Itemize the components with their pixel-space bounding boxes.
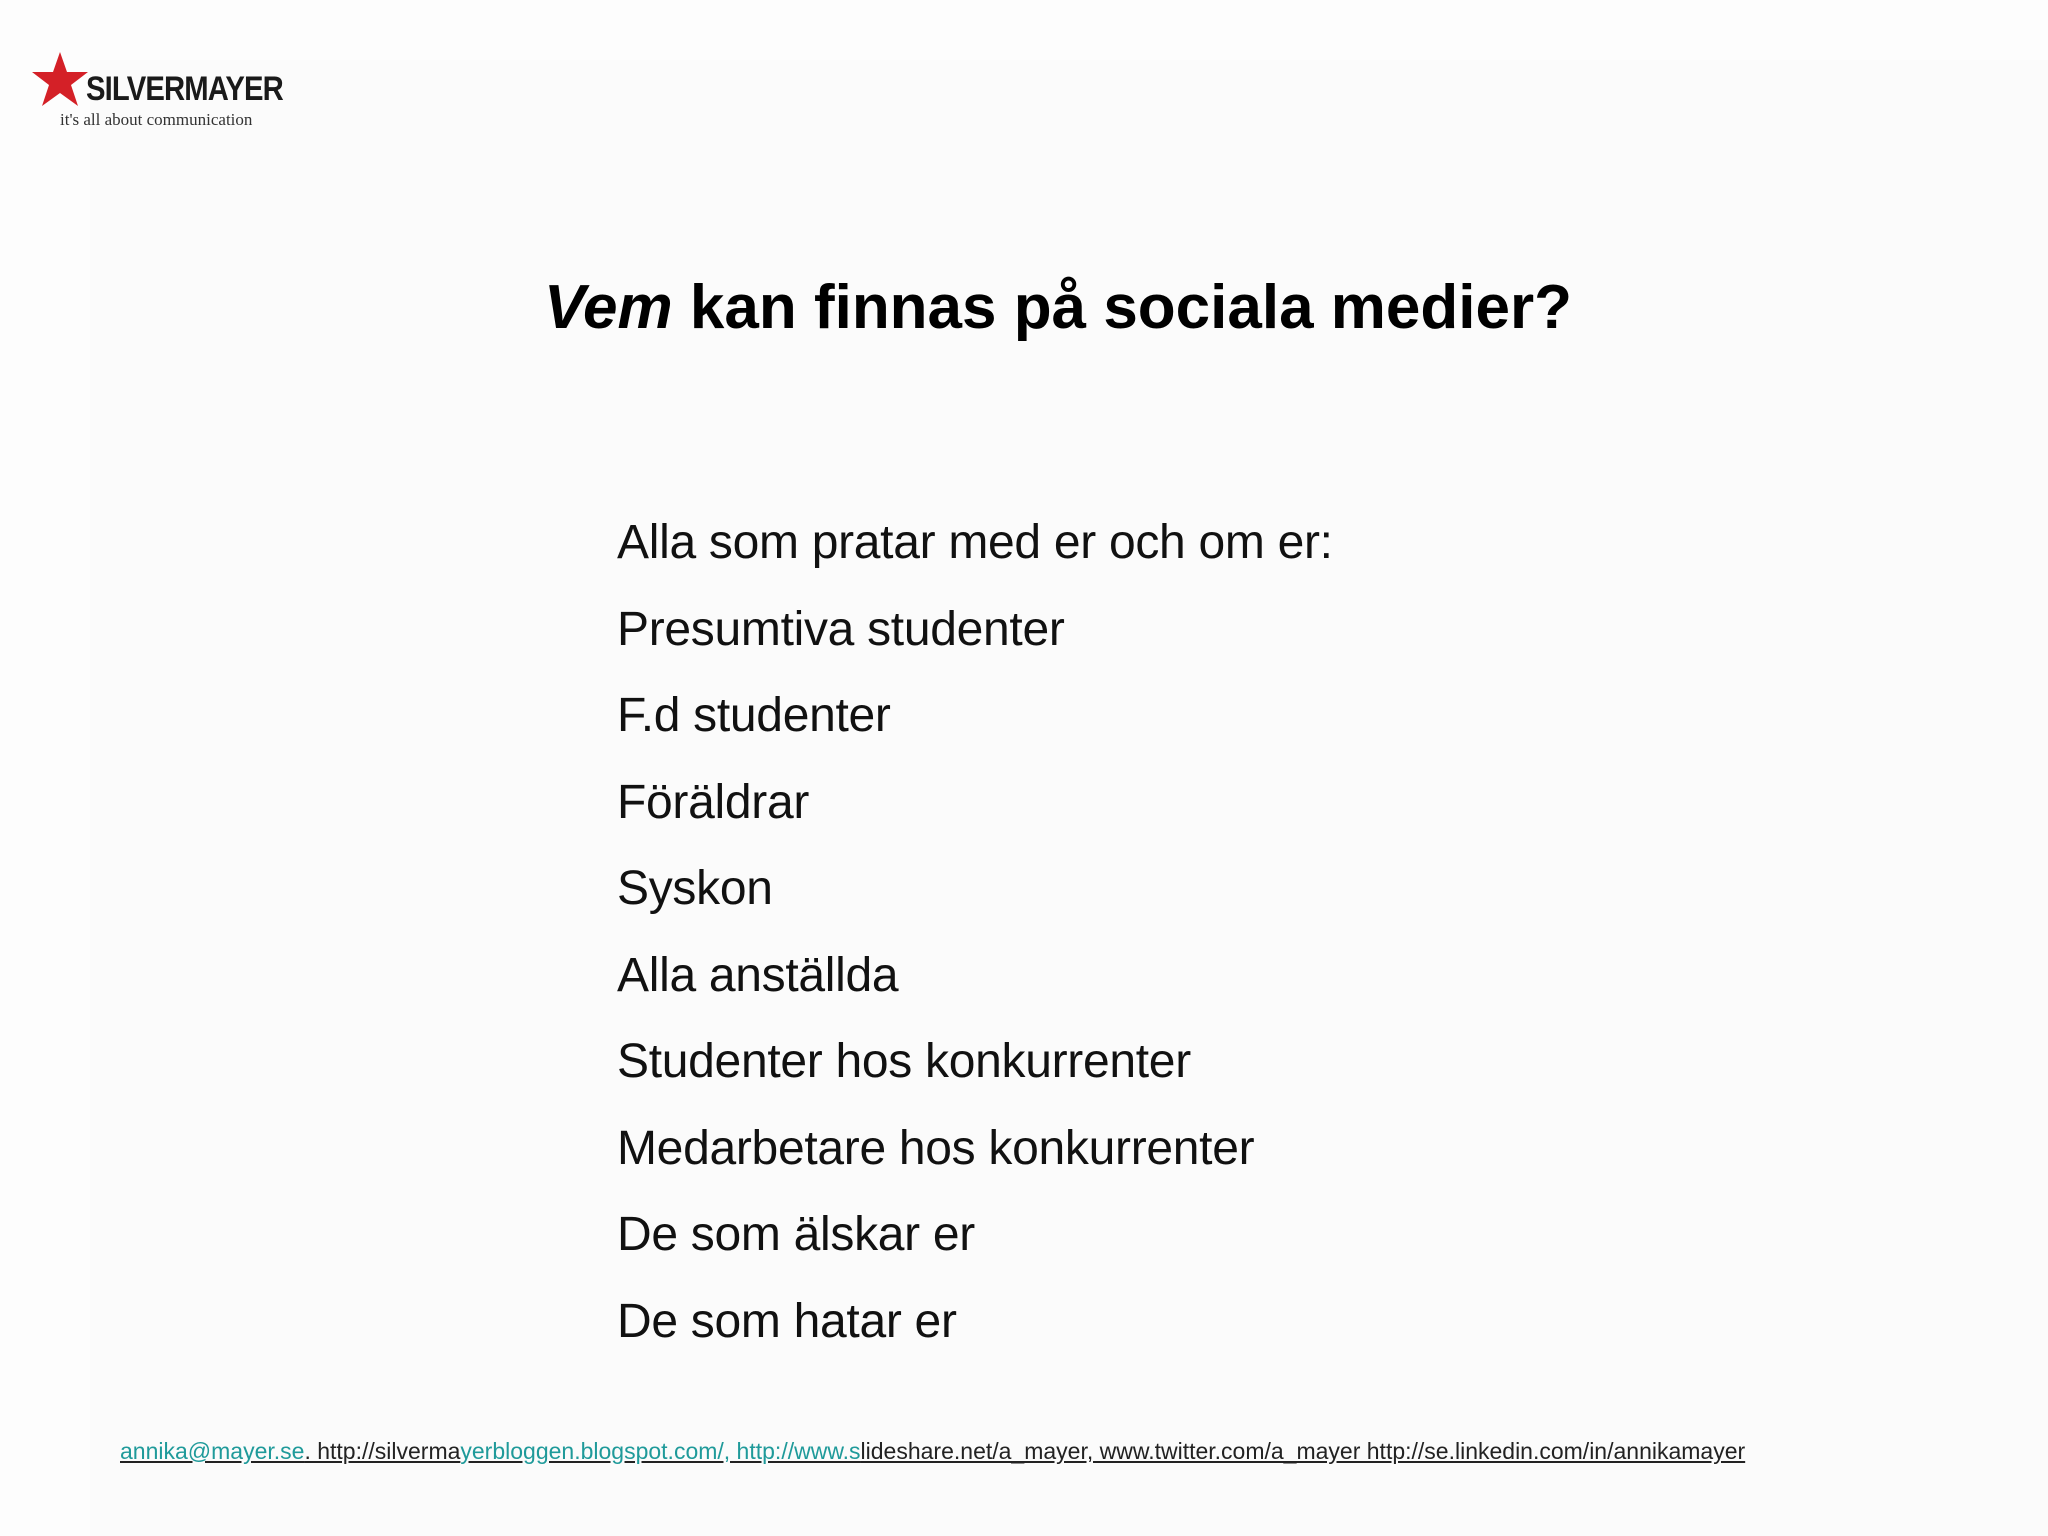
list-item: Studenter hos konkurrenter	[617, 1035, 1191, 1088]
list-item: De som hatar er	[617, 1294, 957, 1348]
list-item: Presumtiva studenter	[617, 602, 1065, 656]
title-rest: kan finnas på sociala medier?	[672, 273, 1572, 342]
slide-title	[0, 272, 2048, 343]
footer-text-segment[interactable]: . http://silverma	[304, 1438, 461, 1464]
list-item: Medarbetare hos konkurrenter	[617, 1121, 1255, 1175]
social-links[interactable]: lideshare.net/a_mayer, www.twitter.com/a_mayer http://se.linkedin.com/in/annikamayer	[860, 1438, 1746, 1464]
audience-list	[617, 500, 1333, 1365]
logo-wordmark: SILVERMAYER	[86, 70, 283, 108]
list-item: F.d studenter	[617, 689, 891, 742]
blog-link[interactable]: yerbloggen.blogspot.com/, http://www.s	[460, 1438, 861, 1464]
list-item: Alla anställda	[617, 948, 899, 1002]
list-item: Föräldrar	[617, 775, 810, 829]
red-star-icon	[30, 50, 90, 110]
list-item: Syskon	[617, 862, 773, 915]
list-item: De som älskar er	[617, 1208, 975, 1261]
logo-tagline: it's all about communication	[60, 110, 253, 129]
email-link[interactable]: annika@mayer.se	[120, 1438, 305, 1464]
footer-contact-links	[120, 1438, 2048, 1465]
silvermayer-logo	[30, 50, 300, 135]
title-emphasis: Vem	[543, 273, 673, 342]
list-item: Alla som pratar med er och om er:	[617, 516, 1333, 569]
